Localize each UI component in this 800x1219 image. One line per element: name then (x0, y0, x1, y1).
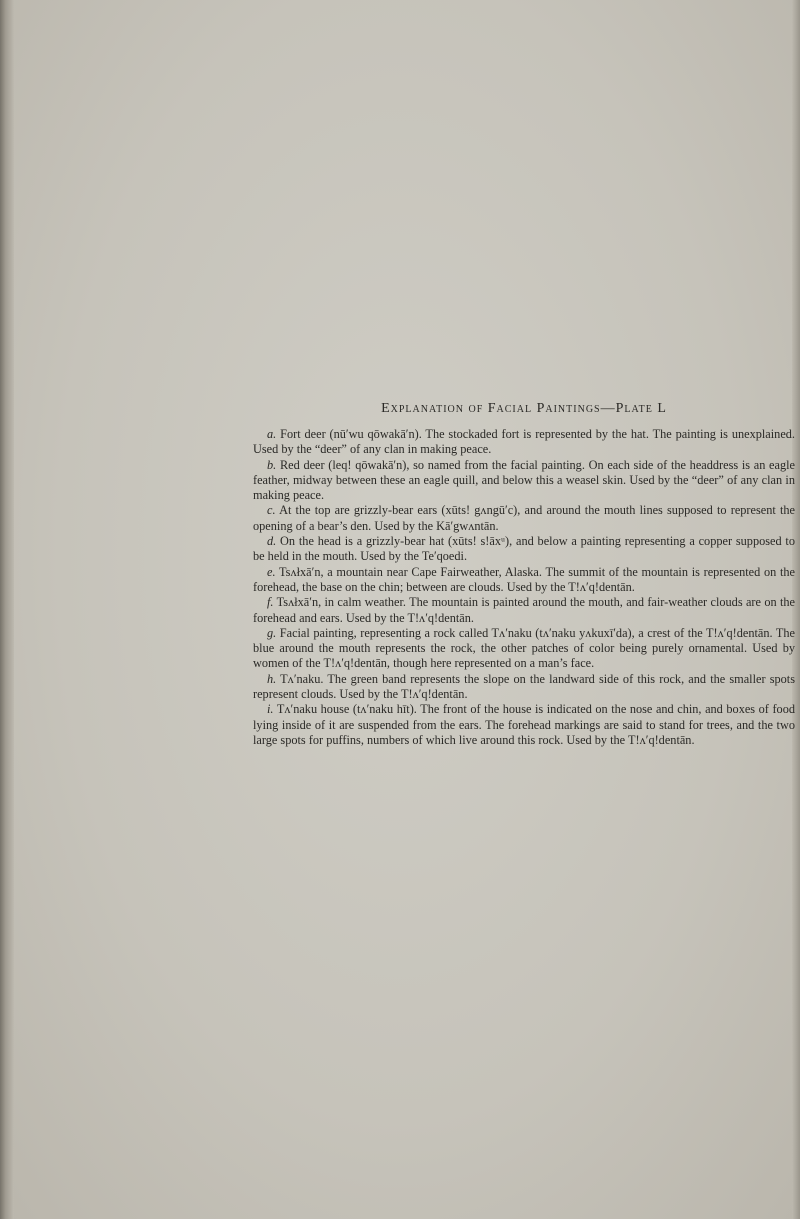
page-binding-edge (0, 0, 14, 1219)
entry-h (253, 672, 795, 703)
entry-label: i. (267, 702, 274, 717)
entry-label: a. (267, 427, 277, 441)
entry-a (253, 427, 795, 458)
entry-d (253, 534, 795, 565)
entry-label: c. (267, 503, 276, 518)
entry-text: Tsʌłxā′n, a mountain near Cape Fairweather, Alaska. The summit of the mountain is represented on the forehead, the base on the chin; between are clouds. Used by the T!ʌ′q!dentān. (253, 564, 795, 594)
entry-text: Fort deer (nū′wu qōwakā′n). The stockaded fort is represented by the hat. The painting is unexplained. Used by the “deer” of any clan in making peace. (253, 427, 796, 457)
entry-label: b. (267, 457, 277, 472)
entry-label: g. (267, 625, 277, 640)
entry-text: Tsʌłxā′n, in calm weather. The mountain is painted around the mouth, and fair-weather clouds are on the forehead and ears. Used by the T!ʌ′q!dentān. (253, 595, 795, 625)
entry-label: d. (267, 534, 277, 549)
entry-g (253, 626, 795, 672)
entry-text: Red deer (leq! qōwakā′n), so named from the facial painting. On each side of the headdress is an eagle feather, midway between these an eagle quill, and below this a weasel skin. Used by the “deer” of any clan in making peace. (253, 457, 795, 503)
entry-e (253, 565, 795, 596)
entry-text: Facial painting, representing a rock called Tʌ′naku (tʌ′naku yʌkuxī′da), a crest of the T!ʌ′q!dentān. The blue around the mouth represents the rock, the other patches of color being purely ornamental. Used by women of the T!ʌ′q!dentān, though here represented on a man’s face. (253, 625, 795, 671)
entry-c (253, 503, 795, 534)
entry-text: On the head is a grizzly-bear hat (xūts! s!āxᵘ), and below a painting representing a copper supposed to be held in the mouth. Used by the Te′qoedi. (253, 534, 795, 564)
entry-text: Tʌ′naku. The green band represents the slope on the landward side of this rock, and the smaller spots represent clouds. Used by the T!ʌ′q!dentān. (253, 671, 795, 702)
entry-label: h. (267, 671, 277, 686)
page-title: Explanation of Facial Paintings—Plate L (381, 401, 667, 416)
entry-b (253, 458, 795, 504)
entry-label: e. (267, 564, 276, 579)
entry-label: f. (267, 595, 274, 610)
entry-text: At the top are grizzly-bear ears (xūts! gʌngū′c), and around the mouth lines supposed to represent the opening of a bear’s den. Used by the Kā′gwʌntān. (253, 503, 795, 533)
plate-explanation (253, 401, 795, 748)
entry-text: Tʌ′naku house (tʌ′naku hīt). The front of the house is indicated on the nose and chin, and boxes of food lying inside of it are suspended from the ears. The forehead markings are said to stand for trees, and the two large spots for puffins, numbers of which live around this rock. Used by the T!ʌ′q!dentān. (253, 702, 795, 747)
entry-f (253, 595, 795, 626)
entry-i (253, 702, 795, 748)
